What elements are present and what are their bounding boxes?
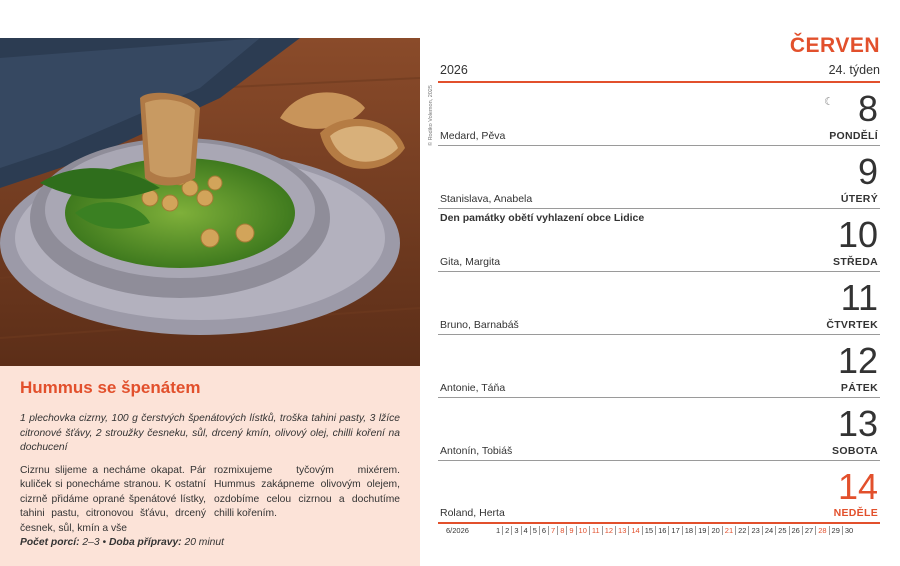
day-event: Den památky obětí vyhlazení obce Lidice	[440, 212, 645, 224]
mini-day: 29	[830, 526, 843, 535]
day-number: 8	[857, 88, 878, 129]
left-page	[0, 0, 420, 566]
mini-day: 6	[540, 526, 549, 535]
name-days: Stanislava, Anabela	[440, 193, 533, 205]
mini-day: 12	[603, 526, 616, 535]
name-days: Roland, Herta	[440, 507, 505, 519]
day-number: 11	[840, 277, 878, 318]
meta-separator: •	[102, 537, 107, 548]
day-row-wednesday	[438, 209, 880, 272]
hummus-photo	[0, 38, 420, 366]
day-name: PÁTEK	[840, 382, 878, 394]
mini-day: 23	[749, 526, 762, 535]
mini-day: 10	[577, 526, 590, 535]
mini-day: 28	[816, 526, 829, 535]
day-number: 13	[837, 403, 878, 444]
day-number: 14	[837, 466, 878, 507]
mini-day: 4	[522, 526, 531, 535]
mini-day: 9	[567, 526, 576, 535]
prep-label: Doba přípravy:	[108, 537, 182, 548]
day-name: ÚTERÝ	[840, 193, 878, 205]
moon-phase-icon: ☾	[824, 96, 834, 108]
day-name: STŘEDA	[833, 256, 878, 268]
mini-day: 22	[736, 526, 749, 535]
mini-day: 3	[512, 526, 521, 535]
mini-month-label: 6/2026	[446, 526, 469, 535]
mini-day: 15	[643, 526, 656, 535]
mini-day: 17	[669, 526, 682, 535]
mini-day: 21	[723, 526, 736, 535]
name-days: Antonie, Táňa	[440, 382, 506, 394]
mini-day: 7	[549, 526, 558, 535]
day-row-friday	[438, 335, 880, 398]
day-name: NEDĚLE	[833, 507, 878, 519]
recipe-title: Hummus se špenátem	[20, 378, 201, 397]
day-number: 12	[837, 340, 878, 381]
recipe-meta	[20, 537, 224, 548]
name-days: Medard, Pěva	[440, 130, 506, 142]
mini-day: 18	[683, 526, 696, 535]
recipe-method-col1: Cizrnu slijeme a necháme okapat. Pár kuliček si ponecháme stranou. K ostatní cizrně přidáme oprané špenátové lístky, tahini pastu, citronovou šťávu, drcený česnek, sůl, kmín a vše	[20, 464, 206, 534]
recipe-method-col2: rozmixujeme tyčovým mixérem. Hummus zakápneme olivovým olejem, ozdobíme celou cizrnou a dochutíme chilli kořením.	[214, 464, 400, 519]
mini-day: 8	[558, 526, 567, 535]
mini-day: 14	[629, 526, 642, 535]
mini-day: 26	[790, 526, 803, 535]
mini-day: 27	[803, 526, 816, 535]
mini-day: 20	[709, 526, 722, 535]
day-row-saturday	[438, 398, 880, 461]
week-label: 24. týden	[828, 63, 880, 77]
name-days: Antonín, Tobiáš	[440, 445, 513, 457]
servings-value: 2–3	[82, 537, 100, 548]
mini-month-calendar	[438, 526, 880, 535]
day-row-thursday	[438, 272, 880, 335]
recipe-method	[20, 464, 400, 537]
photo-credit	[424, 38, 432, 148]
recipe-panel	[0, 366, 420, 566]
mini-day: 1	[494, 526, 503, 535]
mini-day: 24	[763, 526, 776, 535]
calendar-page	[438, 0, 880, 566]
day-number: 9	[857, 151, 878, 192]
mini-day: 19	[696, 526, 709, 535]
mini-month-days	[494, 526, 855, 535]
recipe-ingredients: 1 plechovka cizrny, 100 g čerstvých špenátových lístků, troška tahini pasty, 3 lžíce citronové šťávy, 2 stroužky česneku, sůl, drcený kmín, olivový olej, chilli koření na dochucení	[20, 413, 400, 453]
servings-label: Počet porcí:	[20, 537, 80, 548]
mini-day: 30	[844, 526, 854, 535]
name-days: Gita, Margita	[440, 256, 501, 268]
mini-day: 13	[616, 526, 629, 535]
mini-day: 11	[590, 526, 603, 535]
mini-day: 25	[776, 526, 789, 535]
name-days: Bruno, Barnabáš	[440, 319, 519, 331]
month-title: ČERVEN	[789, 34, 880, 57]
photo-credit-text: © Rodiko Volemon, 2025	[428, 85, 434, 146]
day-number: 10	[837, 214, 878, 255]
prep-value: 20 minut	[184, 537, 224, 548]
day-row-sunday	[438, 461, 880, 524]
day-name: ČTVRTEK	[826, 319, 878, 331]
day-name: SOBOTA	[832, 445, 878, 457]
mini-day: 16	[656, 526, 669, 535]
year-label: 2026	[440, 63, 468, 77]
mini-day: 5	[531, 526, 540, 535]
day-row-monday	[438, 83, 880, 146]
day-row-tuesday	[438, 146, 880, 209]
mini-day: 2	[503, 526, 512, 535]
day-name: PONDĚLÍ	[829, 130, 878, 142]
